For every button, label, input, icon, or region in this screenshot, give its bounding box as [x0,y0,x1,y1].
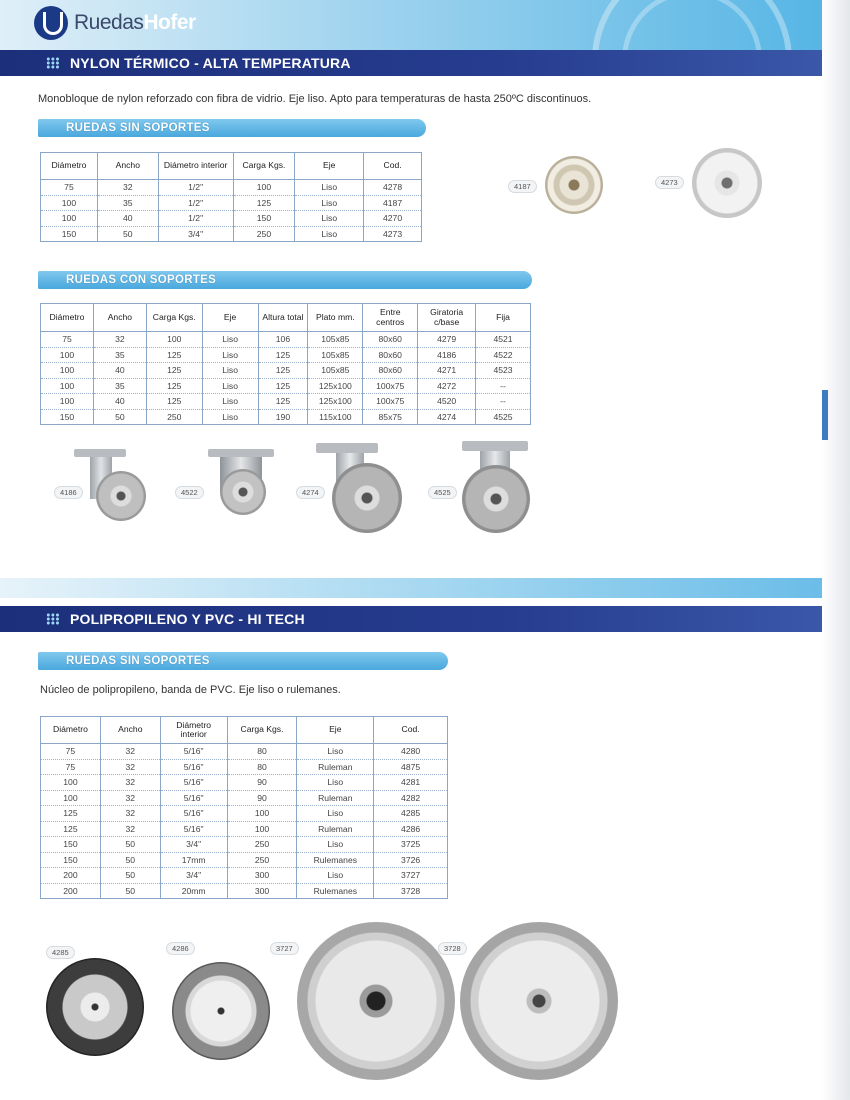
table-cell: 50 [100,868,160,884]
table-cell: 90 [227,775,297,791]
section-divider-stripe [0,578,822,598]
table-cell: 100 [233,180,295,196]
table-cell: 4273 [364,226,422,242]
table-cell: 40 [93,363,146,379]
subsection-label: RUEDAS CON SOPORTES [66,274,217,286]
brand-logo [34,6,196,40]
table-cell: 100x75 [363,378,418,394]
table-cell: 125 [258,378,308,394]
table-cell: 1/2" [158,211,233,227]
table-cell: 17mm [160,852,227,868]
subsection-description: Núcleo de polipropileno, banda de PVC. Eje liso o rulemanes. [40,684,341,696]
table-row [41,806,448,822]
table-cell: Liso [202,363,258,379]
subsection-header [38,119,426,137]
table-cell: Ruleman [297,821,374,837]
table-cell: 125 [258,363,308,379]
product-image-caster [208,449,278,517]
table-row [41,837,448,853]
table-cell: Ruleman [297,790,374,806]
table-row [41,180,422,196]
product-image-wheel [460,922,618,1080]
table-cell: 100 [41,775,101,791]
table-cell: 32 [93,332,146,348]
table-body [41,180,422,242]
table-row [41,883,448,899]
table-cell: 4274 [418,409,476,425]
col-header: Altura total [258,304,308,332]
product-code-tag: 4286 [166,942,195,955]
col-header: Ancho [97,153,158,180]
table-cell: Liso [202,394,258,410]
table-cell: 4286 [374,821,448,837]
spec-table-nylon-con-soportes [40,303,531,425]
top-header [0,0,822,50]
table-cell: 3728 [374,883,448,899]
col-header: Cod. [364,153,422,180]
table-cell: 50 [100,852,160,868]
table-cell: 150 [41,837,101,853]
table-cell: 50 [97,226,158,242]
table-cell: 4523 [476,363,531,379]
table-cell: 32 [100,790,160,806]
section-title: POLIPROPILENO Y PVC - HI TECH [70,611,305,627]
table-row [41,195,422,211]
table-cell: 32 [100,744,160,760]
table-cell: 200 [41,868,101,884]
table-cell: Liso [295,180,364,196]
table-cell: 5/16" [160,775,227,791]
table-cell: 5/16" [160,759,227,775]
table-row [41,759,448,775]
grid-dots-icon [46,613,60,625]
table-cell: 75 [41,332,94,348]
table-cell: 100 [41,363,94,379]
table-cell: Liso [295,226,364,242]
table-cell: 3/4" [160,868,227,884]
col-header: Diámetro [41,717,101,744]
table-cell: 4279 [418,332,476,348]
brand-name-bold: Hofer [143,11,196,34]
table-cell: 32 [97,180,158,196]
table-cell: 1/2" [158,195,233,211]
table-cell: 3/4" [160,837,227,853]
table-cell: Liso [202,378,258,394]
product-code-tag: 4285 [46,946,75,959]
table-cell: 5/16" [160,790,227,806]
product-image-wheel [692,148,762,218]
col-header: Diámetro interior [158,153,233,180]
table-cell: 105x85 [308,332,363,348]
table-row [41,852,448,868]
table-cell: Liso [297,868,374,884]
table-cell: Ruleman [297,759,374,775]
spec-table-polipropileno [40,716,448,899]
product-code-tag: 4187 [508,180,537,193]
table-cell: 80 [227,759,297,775]
table-cell: Liso [202,409,258,425]
subsection-label: RUEDAS SIN SOPORTES [66,655,210,667]
table-cell: 4272 [418,378,476,394]
table-cell: 4520 [418,394,476,410]
table-cell: 4278 [364,180,422,196]
table-row [41,378,531,394]
brand-name [74,11,196,35]
table-cell: 125 [233,195,295,211]
table-cell: 150 [41,852,101,868]
table-cell: 90 [227,790,297,806]
table-cell: 125 [41,806,101,822]
table-cell: 80x60 [363,332,418,348]
table-row [41,394,531,410]
table-cell: 4521 [476,332,531,348]
table-cell: 3/4" [158,226,233,242]
table-cell: 50 [93,409,146,425]
col-header: Diámetro interior [160,717,227,744]
table-cell: 5/16" [160,744,227,760]
table-cell: 105x85 [308,363,363,379]
table-cell: Liso [202,347,258,363]
table-cell: Liso [297,837,374,853]
section-title-bar [0,50,822,76]
subsection-header [38,652,448,670]
table-header-row [41,153,422,180]
table-cell: Rulemanes [297,852,374,868]
table-body [41,744,448,899]
page-edge-marker [822,390,828,440]
table-cell: 1/2" [158,180,233,196]
table-cell: Liso [297,806,374,822]
table-cell: 115x100 [308,409,363,425]
subsection-header [38,271,532,289]
table-cell: Liso [295,211,364,227]
product-image-wheel [46,958,144,1056]
table-row [41,347,531,363]
subsection-label: RUEDAS SIN SOPORTES [66,122,210,134]
table-cell: 4280 [374,744,448,760]
table-row [41,332,531,348]
col-header: Plato mm. [308,304,363,332]
table-header-row [41,717,448,744]
brand-name-light: Ruedas [74,11,144,34]
table-cell: 4281 [374,775,448,791]
table-cell: 106 [258,332,308,348]
table-cell: 125 [146,363,202,379]
table-cell: 40 [93,394,146,410]
table-cell: 250 [146,409,202,425]
section-title: NYLON TÉRMICO - ALTA TEMPERATURA [70,55,351,71]
col-header: Diámetro [41,304,94,332]
table-cell: 4875 [374,759,448,775]
section-title-bar [0,606,822,632]
col-header: Eje [297,717,374,744]
col-header: Ancho [93,304,146,332]
table-cell: -- [476,378,531,394]
col-header: Giratoria c/base [418,304,476,332]
product-image-caster [312,443,404,535]
table-row [41,226,422,242]
table-cell: 3727 [374,868,448,884]
product-image-caster [72,449,152,521]
product-code-tag: 4186 [54,486,83,499]
table-cell: Liso [297,775,374,791]
table-cell: 125 [146,347,202,363]
table-cell: 4186 [418,347,476,363]
product-code-tag: 4525 [428,486,457,499]
table-cell: 75 [41,759,101,775]
table-cell: 125x100 [308,394,363,410]
table-cell: 100 [41,195,98,211]
table-cell: 125 [41,821,101,837]
table-cell: 4285 [374,806,448,822]
table-cell: 5/16" [160,821,227,837]
table-cell: 4187 [364,195,422,211]
table-cell: 4271 [418,363,476,379]
table-cell: 250 [227,837,297,853]
col-header: Eje [202,304,258,332]
col-header: Diámetro [41,153,98,180]
table-row [41,744,448,760]
table-cell: 150 [41,226,98,242]
table-cell: 4525 [476,409,531,425]
table-cell: 125x100 [308,378,363,394]
table-cell: Rulemanes [297,883,374,899]
table-cell: 80x60 [363,347,418,363]
section-description: Monobloque de nylon reforzado con fibra de vidrio. Eje liso. Apto para temperaturas de hasta 250ºC discontinuos. [38,93,592,105]
table-header-row [41,304,531,332]
table-cell: 125 [146,394,202,410]
grid-dots-icon [46,57,60,69]
spec-table-nylon-sin-soportes [40,152,422,242]
table-cell: 100 [227,821,297,837]
table-cell: 100 [41,394,94,410]
table-cell: 50 [100,837,160,853]
table-cell: 105x85 [308,347,363,363]
table-cell: 50 [100,883,160,899]
table-cell: 300 [227,883,297,899]
table-cell: 35 [97,195,158,211]
table-cell: 80x60 [363,363,418,379]
table-cell: 100 [41,211,98,227]
table-cell: Liso [295,195,364,211]
table-cell: 75 [41,180,98,196]
table-cell: -- [476,394,531,410]
col-header: Carga Kgs. [227,717,297,744]
table-cell: Liso [202,332,258,348]
table-cell: 125 [146,378,202,394]
product-image-wheel [172,962,270,1060]
table-cell: 4522 [476,347,531,363]
table-cell: 200 [41,883,101,899]
table-cell: 5/16" [160,806,227,822]
product-code-tag: 3728 [438,942,467,955]
col-header: Eje [295,153,364,180]
product-code-tag: 4274 [296,486,325,499]
table-cell: 250 [227,852,297,868]
col-header: Ancho [100,717,160,744]
table-cell: 125 [258,347,308,363]
product-code-tag: 4522 [175,486,204,499]
table-row [41,211,422,227]
table-cell: 75 [41,744,101,760]
col-header: Cod. [374,717,448,744]
product-image-caster [458,441,534,535]
table-row [41,775,448,791]
table-row [41,790,448,806]
table-cell: Liso [297,744,374,760]
table-cell: 35 [93,347,146,363]
page-edge-strip [822,0,850,1100]
table-cell: 3725 [374,837,448,853]
table-row [41,409,531,425]
table-cell: 32 [100,759,160,775]
table-cell: 100 [146,332,202,348]
table-cell: 80 [227,744,297,760]
table-cell: 150 [233,211,295,227]
table-cell: 100 [41,347,94,363]
table-cell: 35 [93,378,146,394]
table-cell: 125 [258,394,308,410]
table-cell: 190 [258,409,308,425]
table-cell: 150 [41,409,94,425]
col-header: Carga Kgs. [146,304,202,332]
table-cell: 32 [100,806,160,822]
table-cell: 300 [227,868,297,884]
table-cell: 32 [100,821,160,837]
table-cell: 100 [41,790,101,806]
table-row [41,363,531,379]
table-cell: 4270 [364,211,422,227]
product-image-wheel [545,156,603,214]
product-image-wheel [297,922,455,1080]
table-cell: 3726 [374,852,448,868]
table-cell: 100x75 [363,394,418,410]
table-cell: 250 [233,226,295,242]
table-cell: 40 [97,211,158,227]
table-row [41,868,448,884]
brand-logo-icon [34,6,68,40]
table-cell: 100 [41,378,94,394]
product-code-tag: 4273 [655,176,684,189]
table-cell: 85x75 [363,409,418,425]
table-cell: 4282 [374,790,448,806]
table-cell: 20mm [160,883,227,899]
col-header: Carga Kgs. [233,153,295,180]
table-cell: 32 [100,775,160,791]
col-header: Entre centros [363,304,418,332]
col-header: Fija [476,304,531,332]
table-row [41,821,448,837]
table-cell: 100 [227,806,297,822]
product-code-tag: 3727 [270,942,299,955]
table-body [41,332,531,425]
